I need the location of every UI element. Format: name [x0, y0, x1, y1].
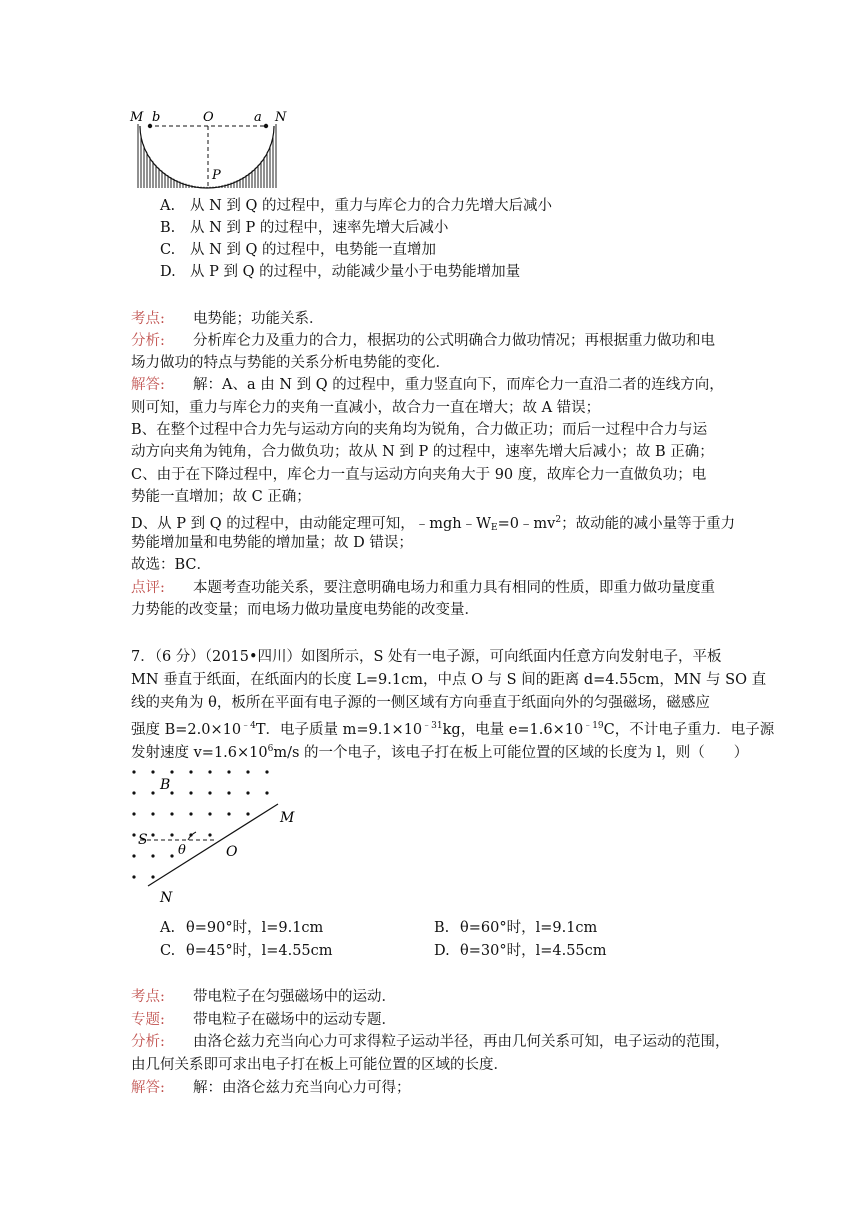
q7-stem-4: 强度 $B=2.0\times 10^{﹣4}T$．电子质量 $m=9.1\times 10^{﹣31}kg$，电量 $e=1.6\times 10^{﹣19}C$，不计电子重力．电子源	[131, 721, 775, 738]
field-dot	[132, 791, 135, 794]
q6-option-a: A. 从 N 到 Q 的过程中，重力与库仑力的合力先增大后减小	[160, 198, 553, 214]
field-dot	[246, 812, 249, 815]
q7-option-a: A. θ=90°时，l=9.1cm	[160, 920, 324, 936]
q6-jieda-2: 则可知，重力与库仑力的夹角一直减小，故合力一直在增大；故 A 错误；	[131, 400, 601, 416]
label-M: M	[130, 110, 144, 125]
q6-jieda-4: 动方向夹角为钝角，合力做负功；故从 N 到 P 的过程中，速率先增大后减小；故 B 正确；	[131, 444, 714, 460]
field-dot	[227, 770, 230, 773]
label-B: B	[160, 777, 171, 793]
q7-stem-2: MN 垂直于纸面，在纸面内的长度 L=9.1cm，中点 O 与 S 间的距离 d=4.55cm，MN 与 SO 直	[131, 672, 767, 688]
field-dot	[151, 833, 154, 836]
q6-option-b: B. 从 N 到 P 的过程中，速率先增大后减小	[160, 220, 449, 236]
field-dot	[265, 770, 268, 773]
q6-jieda-7: D、从 P 到 Q 的过程中，由动能定理可知，$﹣mgh﹣W_E=0﹣mv^2$；故动能的减小量等于重力	[131, 515, 736, 533]
field-dot	[189, 770, 192, 773]
field-dot	[227, 812, 230, 815]
q7-fenxi-cont: 由几何关系即可求出电子打在板上可能位置的区域的长度．	[131, 1057, 508, 1073]
field-dot	[132, 770, 135, 773]
field-dot	[170, 770, 173, 773]
field-dot	[151, 770, 154, 773]
field-dot	[170, 854, 173, 857]
field-dot	[227, 791, 230, 794]
q7-stem-1: 7．（6 分）（2015•四川）如图所示，S 处有一电子源，可向纸面内任意方向发射电子，平板	[131, 649, 722, 665]
field-dot	[208, 791, 211, 794]
field-dot	[132, 833, 135, 836]
q7-stem-5: 发射速度 $v=1.6\times 10^6m/s$ 的一个电子，该电子打在板上可能位置的区域的长度为 l，则（ ）	[131, 744, 749, 761]
q6-jieda-9: 故选：BC．	[131, 557, 212, 573]
field-dot	[189, 812, 192, 815]
q6-fenxi-cont: 场力做功的特点与势能的关系分析电势能的变化．	[131, 355, 450, 371]
field-dot	[208, 770, 211, 773]
field-dot	[246, 770, 249, 773]
label-a: a	[254, 110, 262, 125]
label-N2: N	[160, 890, 173, 906]
q7-option-d: D. θ=30°时，l=4.55cm	[434, 943, 607, 959]
label-N: N	[275, 110, 287, 125]
q6-dianping: 点评: 本题考查功能关系，要注意明确电场力和重力具有相同的性质，即重力做功量度重	[131, 580, 715, 596]
label-S: S	[138, 832, 148, 848]
label-M2: M	[280, 810, 295, 826]
field-dot	[132, 875, 135, 878]
q6-dianping-cont: 力势能的改变量；而电场力做功量度电势能的改变量．	[131, 602, 479, 618]
q7-fenxi: 分析: 由洛仑兹力充当向心力可求得粒子运动半径，再由几何关系可知，电子运动的范围，	[131, 1034, 730, 1050]
field-dot	[132, 812, 135, 815]
q7-kaodian: 考点: 带电粒子在匀强磁场中的运动．	[131, 989, 396, 1005]
q7-option-c: C. θ=45°时，l=4.55cm	[160, 943, 333, 959]
field-dot	[170, 812, 173, 815]
q6-jieda-5: C、由于在下降过程中，库仑力一直与运动方向夹角大于 90 度，故库仑力一直做负功；电	[131, 467, 707, 483]
q6-option-d: D. 从 P 到 Q 的过程中，动能减少量小于电势能增加量	[160, 264, 521, 280]
field-dots	[132, 770, 268, 878]
q6-jieda-3: B、在整个过程中合力先与运动方向的夹角均为锐角，合力做正功；而后一过程中合力与运	[131, 422, 708, 438]
figure-magnetic-field	[126, 762, 306, 907]
figure-semicircle-groove	[128, 104, 290, 194]
label-b: b	[152, 110, 161, 125]
label-O: O	[203, 110, 214, 125]
field-dot	[132, 854, 135, 857]
q6-fenxi: 分析: 分析库仑力及重力的合力，根据功的公式明确合力做功情况；再根据重力做功和电	[131, 333, 715, 349]
field-dot	[189, 791, 192, 794]
field-dot	[151, 791, 154, 794]
field-dot	[151, 812, 154, 815]
q6-jieda-8: 势能增加量和电势能的增加量；故 D 错误；	[131, 535, 413, 551]
field-dot	[170, 791, 173, 794]
q6-option-c: C. 从 N 到 Q 的过程中，电势能一直增加	[160, 242, 437, 258]
q7-jieda: 解答: 解：由洛仑兹力充当向心力可得；	[131, 1080, 411, 1096]
q6-jieda: 解答: 解：A、a 由 N 到 Q 的过程中，重力竖直向下，而库仑力一直沿二者的连线方向，	[131, 377, 724, 393]
q6-kaodian: 考点: 电势能；功能关系．	[131, 311, 324, 327]
field-dot	[170, 833, 173, 836]
q7-zhuanti: 专题: 带电粒子在磁场中的运动专题．	[131, 1012, 396, 1028]
q7-option-b: B. θ=60°时，l=9.1cm	[434, 920, 598, 936]
q6-jieda-6: 势能一直增加；故 C 正确；	[131, 489, 311, 505]
field-dot	[208, 833, 211, 836]
label-theta: θ	[178, 843, 186, 858]
field-dot	[151, 875, 154, 878]
field-dot	[208, 812, 211, 815]
q7-stem-3: 线的夹角为 θ，板所在平面有电子源的一侧区域有方向垂直于纸面向外的匀强磁场，磁感应	[131, 695, 710, 711]
field-dot	[265, 791, 268, 794]
label-P: P	[212, 168, 221, 183]
field-dot	[246, 791, 249, 794]
label-O2: O	[226, 844, 238, 860]
field-dot	[151, 854, 154, 857]
